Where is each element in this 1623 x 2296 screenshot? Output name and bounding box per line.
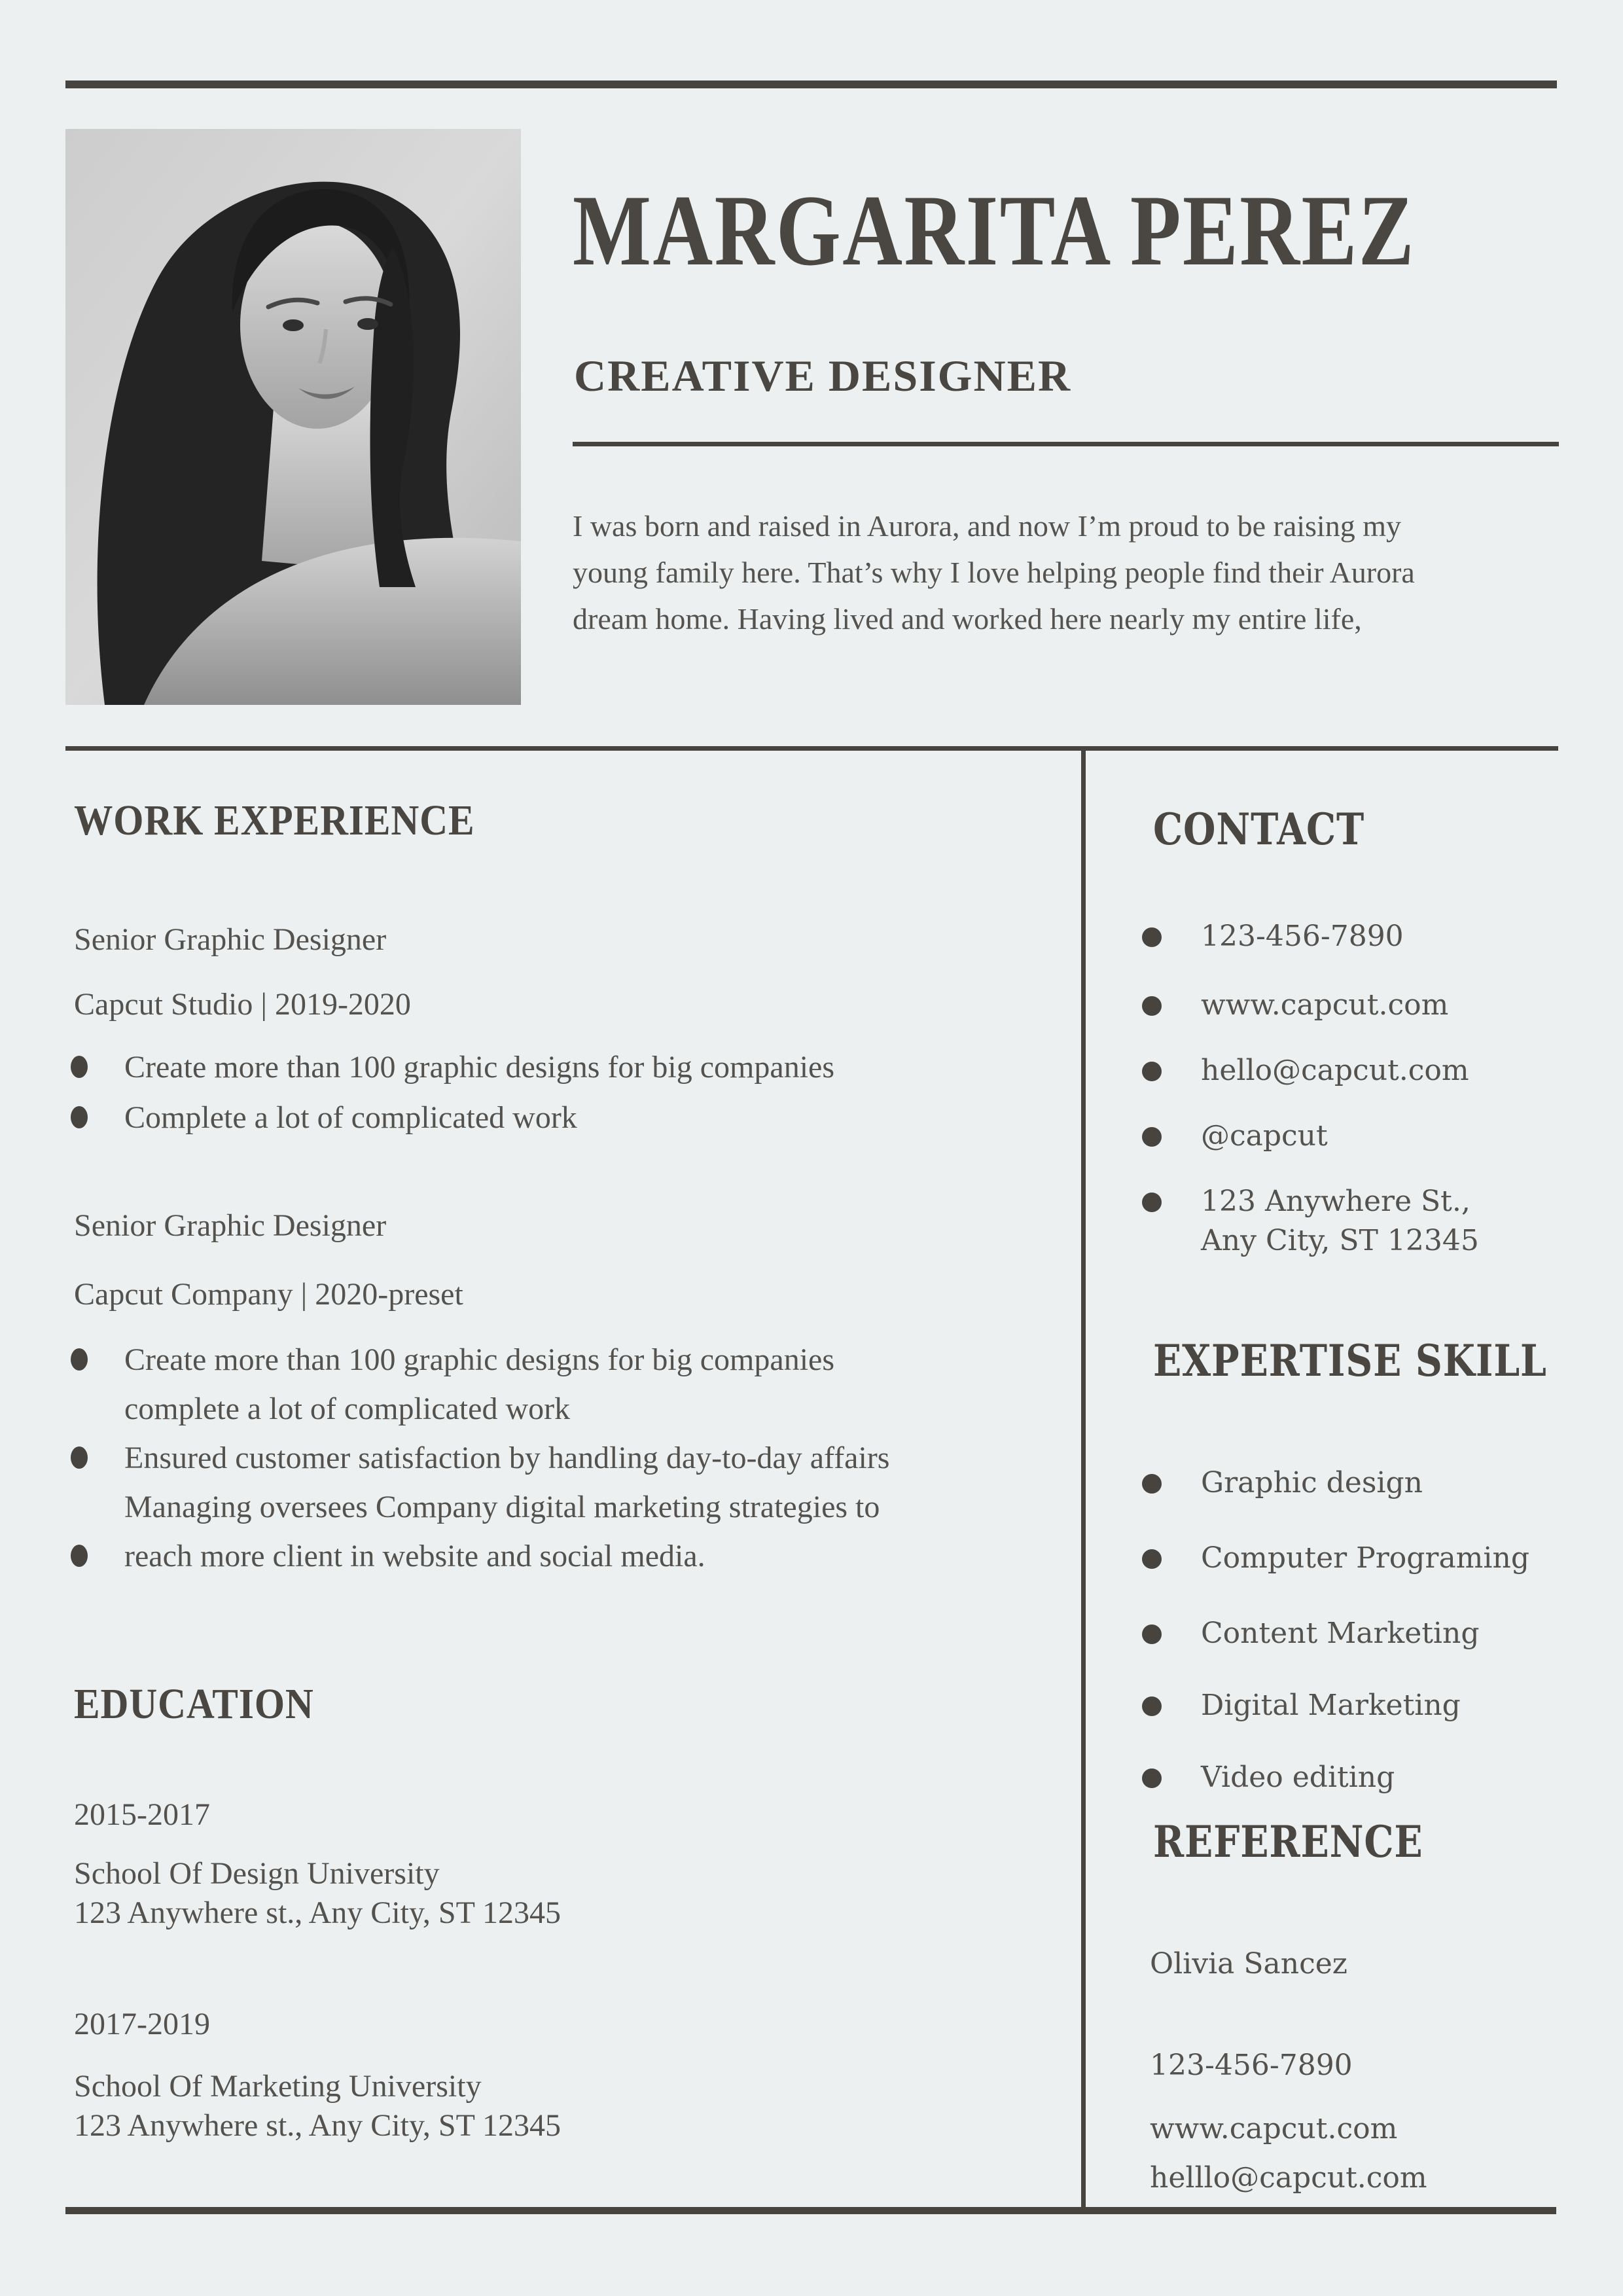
education-period: 2017-2019 (74, 2007, 210, 2041)
contact-address: 123 Anywhere St., Any City, ST 12345 (1201, 1185, 1479, 1257)
bullet-dot-icon (71, 1106, 88, 1128)
skill-item (1142, 1614, 1480, 1653)
reference-website: www.capcut.com (1150, 2112, 1398, 2145)
bullet-text: complete a lot of complicated work (124, 1391, 571, 1426)
bullet-dot-icon (1142, 1062, 1162, 1081)
bullet-text: Create more than 100 graphic designs for big companies (124, 1342, 835, 1377)
bullet-dot-icon (71, 1348, 88, 1371)
bullet-item (71, 1433, 889, 1482)
expertise-heading: EXPERTISE SKILL (1153, 1335, 1547, 1386)
bullet-text: Create more than 100 graphic designs for big companies (124, 1050, 835, 1085)
contact-item (1142, 1051, 1469, 1090)
work-experience-heading: WORK EXPERIENCE (74, 797, 475, 844)
role-divider (573, 442, 1559, 446)
bullet-text: Managing oversees Company digital marketing strategies to (124, 1490, 880, 1524)
skill-label: Computer Programing (1201, 1541, 1529, 1575)
section-divider-horizontal (65, 746, 1558, 751)
bullet-dot-icon (1142, 1474, 1162, 1494)
bullet-dot-icon (1142, 1193, 1162, 1212)
bullet-text: Ensured customer satisfaction by handling day-to-day affairs (124, 1441, 890, 1475)
education-school: School Of Design University (74, 1856, 440, 1891)
skill-label: Video editing (1201, 1761, 1395, 1794)
column-divider-vertical (1081, 746, 1086, 2212)
education-heading: EDUCATION (74, 1680, 314, 1728)
skill-label: Graphic design (1201, 1466, 1423, 1499)
bottom-divider-bar (65, 2207, 1556, 2214)
bullet-item-continuation (71, 1482, 880, 1532)
contact-social-handle: @capcut (1201, 1119, 1328, 1153)
portrait-illustration (65, 129, 521, 705)
contact-phone: 123-456-7890 (1201, 920, 1404, 953)
top-divider-bar (65, 81, 1557, 88)
bullet-dot-icon (1142, 1624, 1162, 1644)
bullet-item (71, 1043, 834, 1092)
bullet-item (71, 1532, 705, 1581)
bullet-dot-icon (71, 1446, 88, 1469)
contact-item (1142, 986, 1448, 1025)
bullet-dot-icon (71, 1545, 88, 1567)
job-title: Senior Graphic Designer (74, 922, 387, 957)
contact-item (1142, 1182, 1515, 1261)
education-address: 123 Anywhere st., Any City, ST 12345 (74, 1895, 562, 1930)
skill-item (1142, 1758, 1395, 1797)
bullet-dot-icon (1142, 1696, 1162, 1716)
contact-email: hello@capcut.com (1201, 1054, 1469, 1087)
bullet-text: Complete a lot of complicated work (124, 1100, 577, 1135)
reference-name: Olivia Sancez (1150, 1947, 1347, 1981)
skill-item (1142, 1539, 1529, 1578)
role-title: CREATIVE DESIGNER (574, 351, 1072, 401)
job-company-period: Capcut Studio | 2019-2020 (74, 987, 411, 1022)
skill-label: Digital Marketing (1201, 1689, 1461, 1722)
skill-item (1142, 1686, 1461, 1725)
skill-item (1142, 1463, 1423, 1503)
reference-phone: 123-456-7890 (1150, 2049, 1353, 2082)
contact-item (1142, 1117, 1328, 1156)
bullet-dot-icon (1142, 927, 1162, 947)
education-address: 123 Anywhere st., Any City, ST 12345 (74, 2108, 562, 2143)
bullet-item (71, 1335, 834, 1384)
bullet-item (71, 1093, 577, 1142)
job-title: Senior Graphic Designer (74, 1208, 387, 1243)
bullet-dot-icon (1142, 1549, 1162, 1569)
reference-heading: REFERENCE (1153, 1816, 1423, 1867)
education-school: School Of Marketing University (74, 2069, 482, 2104)
bullet-text: reach more client in website and social media. (124, 1539, 705, 1573)
contact-website: www.capcut.com (1201, 988, 1449, 1022)
job-company-period: Capcut Company | 2020-preset (74, 1277, 463, 1312)
contact-heading: CONTACT (1153, 804, 1365, 855)
bullet-dot-icon (1142, 1127, 1162, 1147)
reference-email: helllo@capcut.com (1150, 2161, 1427, 2195)
person-name: MARGARITA PEREZ (573, 174, 1416, 287)
contact-item (1142, 917, 1404, 956)
bullet-dot-icon (71, 1056, 88, 1078)
bio-paragraph: I was born and raised in Aurora, and now I’m proud to be raising my young family here. That’s why I love helping people find their Aurora dream home. Having lived and worked here nearly my entire life, (573, 509, 1415, 636)
profile-photo (65, 129, 521, 705)
education-period: 2015-2017 (74, 1797, 210, 1832)
bullet-item-continuation (71, 1384, 570, 1433)
skill-label: Content Marketing (1201, 1617, 1480, 1650)
bullet-dot-icon (1142, 1768, 1162, 1788)
bullet-dot-icon (1142, 996, 1162, 1016)
